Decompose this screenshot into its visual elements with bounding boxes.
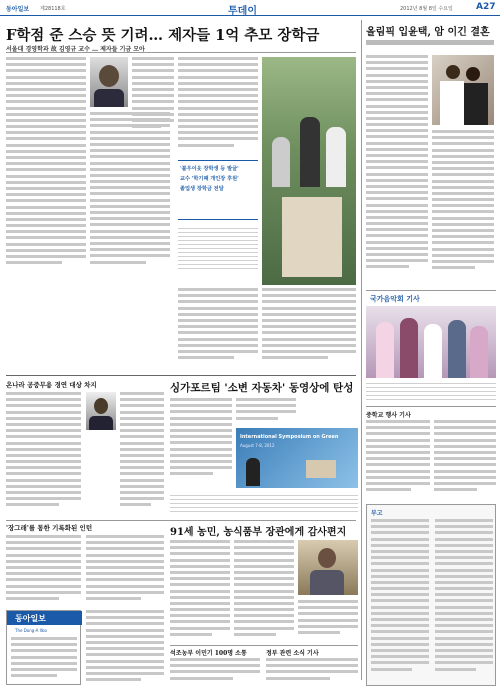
publisher-box [6,610,81,685]
article-body [86,535,164,605]
article-body [178,288,258,368]
wedding-photo [432,55,494,125]
article-body [234,540,294,640]
logo-text: 동아일보 [15,613,46,623]
obituary-box [366,504,496,686]
photo-caption [170,492,358,514]
third-headline: '장그래'를 통한 기록화된 인턴 [6,524,93,532]
main-subheadline: 서울대 경영학과 故 김영규 교수 … 제자들 기금 모아 [6,46,145,53]
portrait-photo [86,392,116,430]
article-body [434,420,496,500]
page-number: A27 [476,2,496,12]
highlight-box: '불우이웃 장학생 등 발굴' 교수 '학기째 개인장 후원' 졸업생 장학금 전달 [178,160,258,220]
obituary-label: 부고 [371,510,383,517]
photo-caption [366,380,496,402]
article-body [120,392,164,517]
main-headline: F학점 준 스승 뜻 기려… 제자들 1억 추모 장학금 [6,27,320,44]
fourth-headline: 석조농부 이민기 100명 소통 [170,650,247,657]
portrait-photo [90,57,128,107]
edition-number: 제28118호 [40,6,66,12]
logo-subtitle: The Dong-A Ilbo [15,628,47,633]
article-body [170,658,260,686]
divider [6,520,356,521]
farmer-headline: 91세 농민, 농식품부 장관에게 감사편지 [170,527,347,538]
column-rule [361,20,362,680]
article-body [6,535,81,605]
right-subheadline [366,40,494,45]
article-body [236,398,296,426]
symposium-banner: International Symposium on Green August 7-8, 2012 [236,428,358,488]
article-body [298,600,358,640]
article-body [178,57,258,157]
article-body [170,540,230,640]
farmer-photo [298,540,358,595]
article-body [366,55,428,285]
ceremony-photo [262,57,356,285]
article-body [262,288,356,368]
article-body [366,420,430,500]
article-body [170,398,232,488]
paper-name: 동아일보 [6,6,30,13]
divider [6,52,356,53]
concert-headline: 국가음악회 기사 [370,294,420,303]
fifth-headline: 정부 관련 소식 기사 [266,650,319,657]
section-title: 투데이 [228,6,257,17]
masthead-bar [0,0,500,16]
second-section-headline: 온나라 공중무용 경연 대상 차지 [6,381,97,389]
article-body [266,658,358,686]
issue-date: 2012년 8월 8일 수요일 [400,6,453,12]
article-body [6,57,86,272]
article-body [132,57,174,137]
divider [366,406,496,407]
divider [366,290,496,291]
right-headline: 올림픽 입윤택, 암 이긴 결혼 [366,27,490,38]
school-headline: 중학교 행사 기사 [366,412,411,419]
car-headline: 싱가포르팀 '소변 자동차' 동영상에 탄성 [170,382,354,394]
article-body [6,392,81,517]
article-body [432,130,494,285]
divider [6,375,356,376]
article-body [86,610,164,685]
photo-caption [178,225,258,270]
divider [170,645,358,646]
concert-photo [366,306,496,378]
